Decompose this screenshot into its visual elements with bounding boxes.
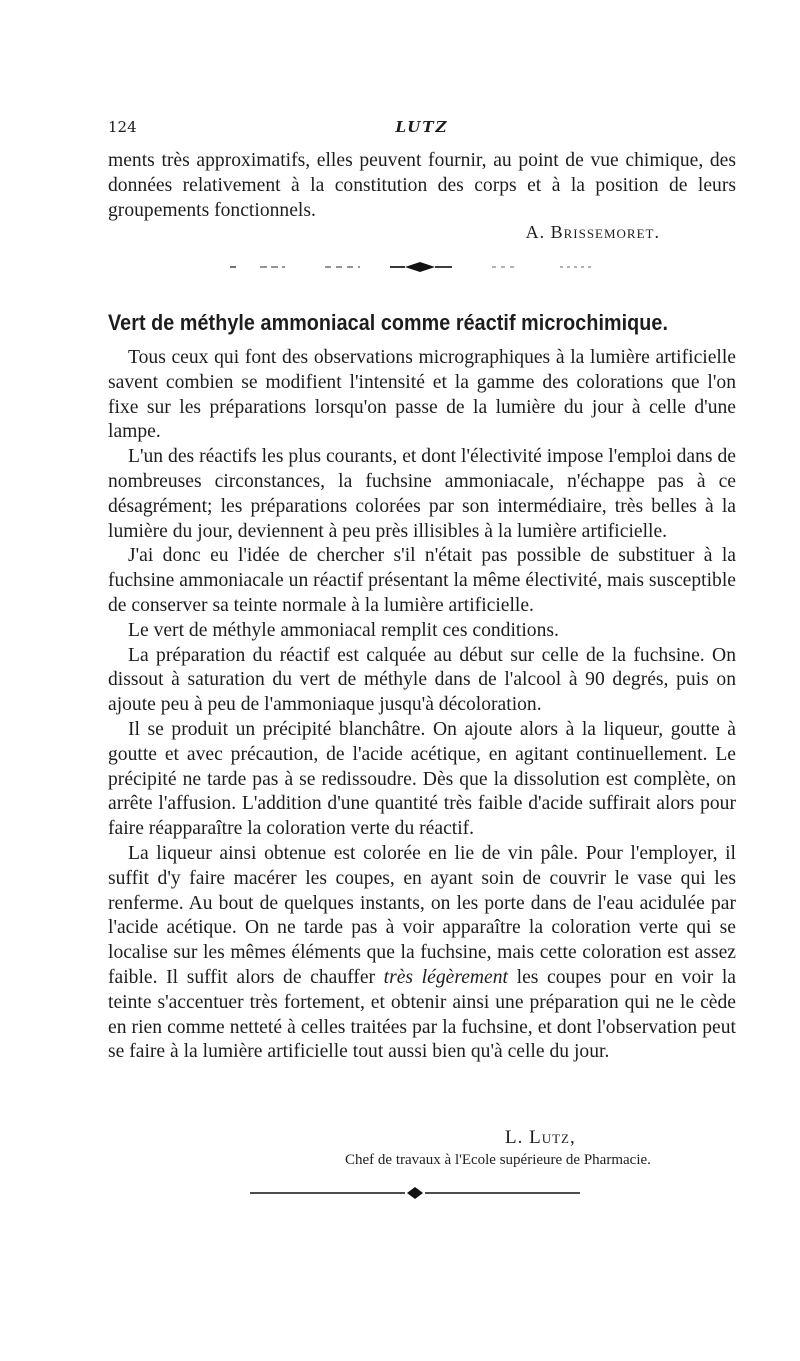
author-initial: L.	[505, 1127, 524, 1148]
body-paragraph: La préparation du réactif est calquée au début sur celle de la fuchsine. On dissout à saturation du vert de méthyle dans de l'alcool à 90 degrés, puis on ajoute peu à peu de l'ammoniaque jusqu'à décoloration.	[108, 644, 736, 716]
emphasized-text: très légèrement	[383, 966, 508, 988]
running-title: LUTZ	[395, 118, 449, 136]
article-author	[505, 1127, 576, 1149]
body-paragraph: Tous ceux qui font des observations micrographiques à la lumière artificielle savent combien se modifient l'intensité et la gamme des colorations que l'on fixe sur les préparations lorsqu'on passe de la lumière du jour à celle d'une lampe.	[108, 347, 736, 443]
section-divider-ornament	[230, 256, 600, 276]
article-title: Vert de méthyle ammoniacal comme réactif microchimique.	[108, 310, 669, 335]
body-paragraph: L'un des réactifs les plus courants, et dont l'électivité impose l'emploi dans de nombreuses circonstances, la fuchsine ammoniacale, n'échappe pas à ce désagrément; les préparations colorées par son intermédiaire, très belles à la lumière du jour, deviennent à peu près illisibles à la lumière artificielle.	[108, 446, 736, 542]
author-name: Lutz,	[529, 1127, 576, 1148]
page-number: 124	[108, 118, 137, 136]
signature-name: Brissemoret.	[550, 222, 660, 242]
end-divider-ornament	[250, 1183, 580, 1203]
body-paragraph: J'ai donc eu l'idée de chercher s'il n'était pas possible de substituer à la fuchsine ammoniacale un réactif présentant la même électivité, mais susceptible de conserver sa teinte normale à la lumière artificielle.	[108, 545, 736, 616]
body-paragraph: Le vert de méthyle ammoniacal remplit ces conditions.	[128, 619, 559, 641]
previous-article-ending	[108, 149, 736, 223]
text-run: les coupes pour en voir la teinte s'accentuer très fortement, et obtenir ainsi une préparation qui ne le cède en rien comme netteté à celles traitées par la fuchsine, et dont l'observation peut se faire à la lumière artificielle tout aussi bien qu'à celle du jour.	[108, 966, 736, 1063]
signature-initial: A.	[525, 222, 546, 242]
previous-article-signature	[526, 222, 660, 243]
author-affiliation: Chef de travaux à l'Ecole supérieure de Pharmacie.	[345, 1152, 651, 1168]
body-paragraph-last	[108, 842, 736, 1065]
article-body	[108, 346, 736, 1065]
continued-paragraph: ments très approximatifs, elles peuvent fournir, au point de vue chimique, des données relativement à la constitution des corps et à la position de leurs groupements fonctionnels.	[108, 150, 736, 221]
running-head	[108, 118, 736, 140]
body-paragraph: Il se produit un précipité blanchâtre. On ajoute alors à la liqueur, goutte à goutte et avec précaution, de l'acide acétique, en agitant continuellement. Le précipité ne tarde pas à se redissoudre. Dès que la dissolution est complète, on arrête l'affusion. L'addition d'une quantité très faible d'acide suffirait alors pour faire réapparaître la coloration verte du réactif.	[108, 718, 736, 840]
text-run: La liqueur ainsi obtenue est colorée en lie de vin pâle. Pour l'employer, il suffit d'y faire macérer les coupes, en ayant soin de couvrir le vase qui les renferme. Au bout de quelques instants, on les porte dans de l'eau acidulée par l'acide acétique. On ne tarde pas à voir apparaître la coloration verte qui se localise sur les mêmes éléments que la fuchsine, mais cette coloration est assez faible. Il suffit alors de chauffer	[108, 842, 736, 988]
